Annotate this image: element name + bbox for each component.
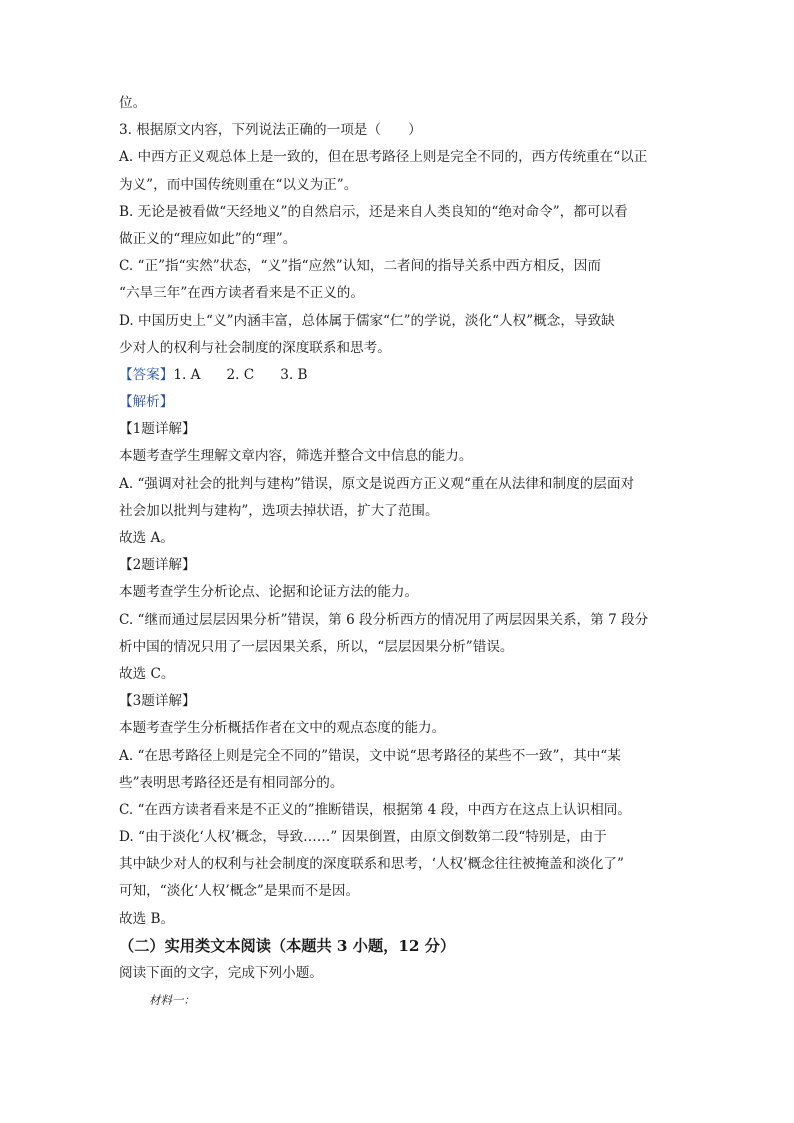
- option-c-line-1: C. “正”指“实然”状态，“义”指“应然”认知，二者间的指导关系中西方相反，因而: [119, 258, 601, 275]
- section-line: 社会加以批判与建构”，选项去掉状语，扩大了范围。: [119, 502, 439, 519]
- option-b-line-2: 做正义的“理应如此”的“理”。: [119, 230, 297, 247]
- section-title: 【3题详解】: [119, 693, 196, 710]
- answer-item: 3. B: [280, 366, 308, 383]
- section-line: D. “由于淡化‘人权’概念，导致……” 因果倒置，由原文倒数第二段“特别是，由于: [119, 829, 607, 846]
- option-d-line-1: D. 中国历史上“义”内涵丰富，总体属于儒家“仁”的学说，淡化“人权”概念，导致缺: [119, 312, 615, 329]
- analysis-label: 【解析】: [119, 394, 174, 411]
- section-line: 析中国的情况只用了一层因果关系，所以，“层层因果分析”错误。: [119, 638, 514, 655]
- section-line: A. “在思考路径上则是完全不同的”错误，文中说“思考路径的某些不一致”，其中“某: [119, 747, 621, 764]
- document-page: [119, 90, 679, 1014]
- section-line: 故选 C。: [119, 665, 175, 682]
- option-b-line-1: B. 无论是被看做“天经地义”的自然启示，还是来自人类良知的“绝对命令”，都可以看: [119, 203, 628, 220]
- answer-item: 1. A: [173, 366, 201, 383]
- section-line: 本题考查学生分析论点、论据和论证方法的能力。: [119, 584, 419, 601]
- section-line: 可知，“淡化‘人权’概念”是果而不是因。: [119, 883, 360, 900]
- section-title: 【1题详解】: [119, 421, 196, 438]
- section-line: 故选 B。: [119, 910, 175, 927]
- section-line: 本题考查学生分析概括作者在文中的观点态度的能力。: [119, 720, 446, 737]
- section-line: C. “继而通过层层因果分析”错误，第 6 段分析西方的情况用了两层因果关系，第 7 段分: [119, 611, 649, 628]
- option-a-line-2: 为义”，而中国传统则重在“以义为正”。: [119, 176, 358, 193]
- section-line: 些”表明思考路径还是有相同部分的。: [119, 774, 344, 791]
- option-d-line-2: 少对人的权利与社会制度的深度联系和思考。: [119, 339, 391, 356]
- answer-item: 2. C: [226, 366, 255, 383]
- section-line: C. “在西方读者看来是不正义的”推断错误，根据第 4 段，中西方在这点上认识相同。: [119, 801, 631, 818]
- option-c-line-2: “六旱三年”在西方读者看来是不正义的。: [119, 285, 364, 302]
- instruction-text: 阅读下面的文字，完成下列小题。: [119, 965, 323, 981]
- part-heading: （二）实用类文本阅读（本题共 3 小题，12 分）: [119, 936, 456, 955]
- material-label: 材料一：: [149, 993, 195, 1008]
- answer-label: 【答案】: [119, 366, 174, 383]
- section-line: 故选 A。: [119, 530, 174, 546]
- section-line: 其中缺少对人的权利与社会制度的深度联系和思考，‘人权’概念往往被掩盖和淡化了”: [119, 856, 624, 873]
- section-line: A. “强调对社会的批判与建构”错误，原文是说西方正义观“重在从法律和制度的层面对: [119, 475, 635, 492]
- section-title: 【2题详解】: [119, 557, 196, 574]
- text-line: 位。: [119, 95, 147, 111]
- option-a-line-1: A. 中西方正义观总体上是一致的，但在思考路径上则是完全不同的，西方传统重在“以正: [119, 149, 648, 166]
- question-stem: 3. 根据原文内容，下列说法正确的一项是（ ）: [119, 122, 422, 139]
- section-line: 本题考查学生理解文章内容，筛选并整合文中信息的能力。: [119, 448, 473, 465]
- answer-row: [119, 362, 679, 389]
